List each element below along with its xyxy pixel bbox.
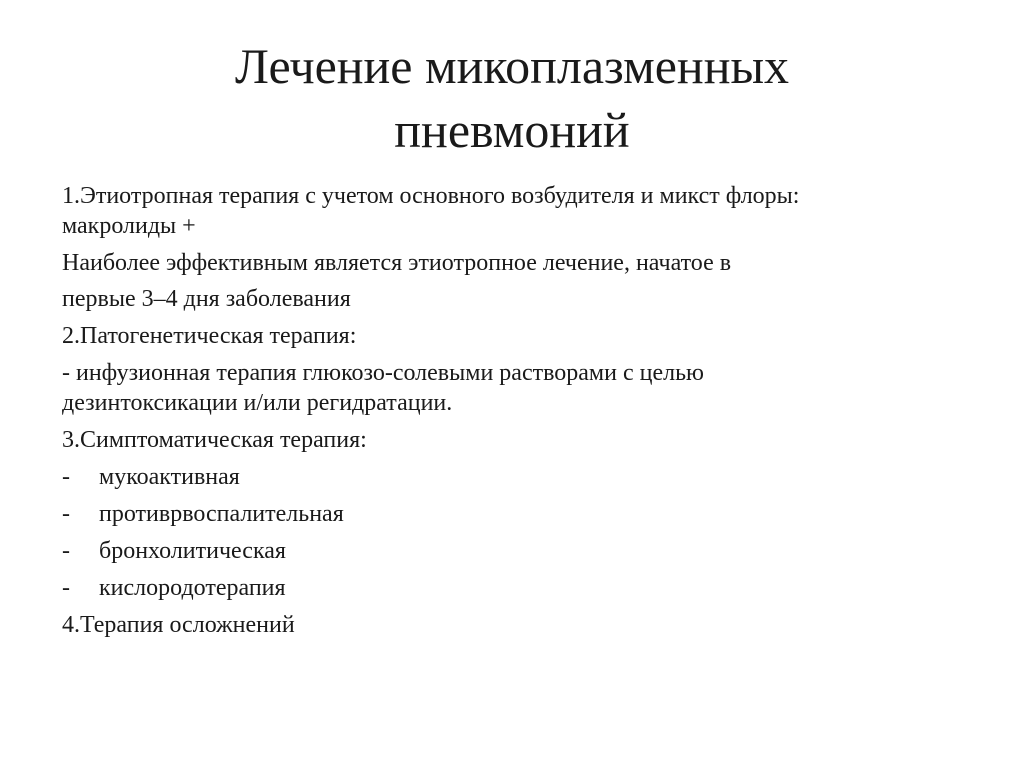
complications-therapy-heading: 4.Терапия осложнений [62, 612, 295, 638]
infusion-therapy-line-2: дезинтоксикации и/или регидратации. [62, 390, 453, 416]
list-item-text: мукоактивная [99, 464, 240, 490]
pathogenetic-therapy-heading: 2.Патогенетическая терапия: [62, 323, 357, 349]
etiotropic-note-line-2: первые 3–4 дня заболевания [62, 286, 351, 312]
list-item-text: кислородотерапия [99, 575, 286, 601]
slide-title [0, 34, 1024, 162]
slide-body [62, 181, 962, 640]
list-item [62, 573, 962, 603]
symptomatic-therapy-heading: 3.Симптоматическая терапия: [62, 427, 367, 453]
list-item [62, 536, 962, 566]
slide-title-line-1: Лечение микоплазменных [234, 38, 790, 94]
bullet-dash: - [62, 575, 70, 601]
list-item-text: бронхолитическая [99, 538, 286, 564]
etiotropic-therapy-line-1: 1.Этиотропная терапия с учетом основного возбудителя и микст флоры: [62, 183, 800, 209]
etiotropic-therapy-line-2: макролиды + [62, 213, 196, 239]
bullet-dash: - [62, 501, 70, 527]
etiotropic-therapy-heading [62, 181, 962, 241]
list-item [62, 462, 962, 492]
bullet-dash: - [62, 464, 70, 490]
list-item-text: противрвоспалительная [99, 501, 344, 527]
slide-title-line-2: пневмоний [394, 102, 630, 158]
bullet-dash: - [62, 538, 70, 564]
infusion-therapy-item [62, 358, 962, 418]
etiotropic-note-line-1: Наиболее эффективным является этиотропное лечение, начатое в [62, 250, 732, 276]
list-item [62, 499, 962, 529]
infusion-therapy-line-1: - инфузионная терапия глюкозо-солевыми растворами с целью [62, 360, 704, 386]
